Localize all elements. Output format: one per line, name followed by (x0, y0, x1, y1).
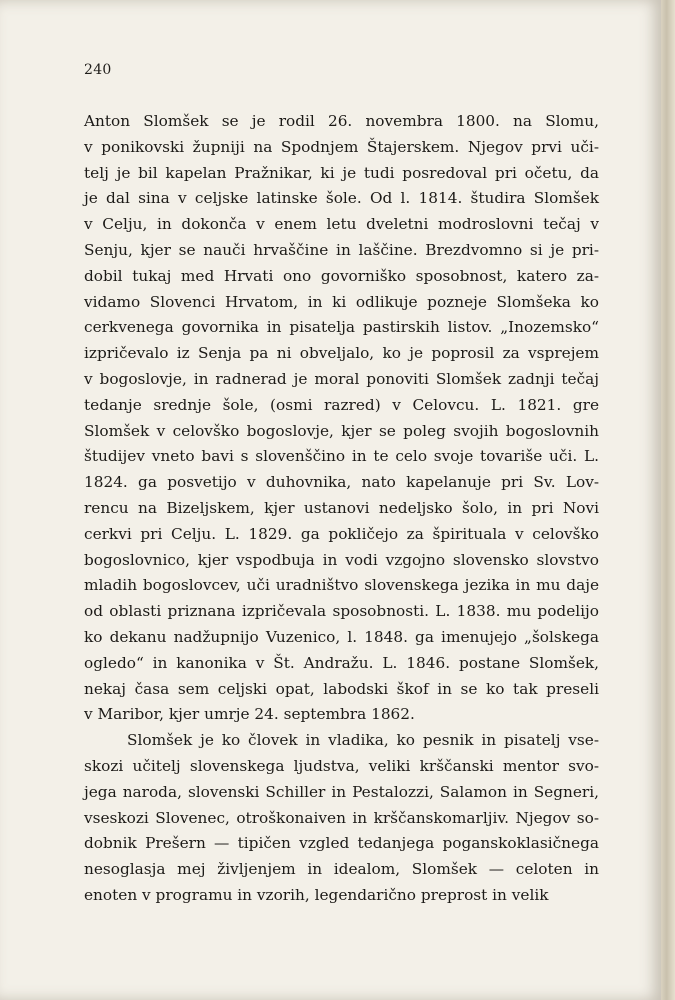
text-line: cerkvi pri Celju. L. 1829. ga pokličejo za špirituala v celovško (84, 524, 599, 543)
text-line: izpričevalo iz Senja pa ni obveljalo, ko je poprosil za vsprejem (84, 344, 599, 363)
text-line: bogoslovnico, kjer vspodbuja in vodi vzgojno slovensko slovstvo (84, 550, 599, 569)
paragraph-1 (84, 109, 599, 728)
text-line: Senju, kjer se nauči hrvaščine in laščine. Brezdvomno si je pri- (84, 240, 599, 259)
text-line: vidamo Slovenci Hrvatom, in ki odlikuje pozneje Slomšeka ko (84, 292, 599, 311)
text-line: mladih bogoslovcev, uči uradništvo slovenskega jezika in mu daje (84, 576, 599, 595)
text-line: ko dekanu nadžupnijo Vuzenico, l. 1848. ga imenujejo „šolskega (84, 627, 599, 646)
text-line: cerkvenega govornika in pisatelja pastirskih listov. „Inozemsko“ (84, 318, 599, 337)
text-line: tedanje srednje šole, (osmi razred) v Celovcu. L. 1821. gre (84, 395, 599, 414)
text-line: v Celju, in dokonča v enem letu dveletni modroslovni tečaj v (84, 215, 599, 234)
text-line: vseskozi Slovenec, otroškonaiven in krščanskomarljiv. Njegov so- (84, 808, 599, 827)
text-line: telj je bil kapelan Pražnikar, ki je tudi posredoval pri očetu, da (84, 163, 599, 182)
text-line: nesoglasja mej življenjem in idealom, Slomšek — celoten in (84, 860, 599, 879)
text-line: v ponikovski župniji na Spodnjem Štajerskem. Njegov prvi uči- (84, 137, 599, 156)
body-text (84, 109, 599, 909)
text-line: od oblasti priznana izpričevala sposobnosti. L. 1838. mu podelijo (84, 602, 599, 621)
page-edge (661, 0, 675, 1000)
text-line: rencu na Bizeljskem, kjer ustanovi nedeljsko šolo, in pri Novi (84, 498, 599, 517)
text-line: 1824. ga posvetijo v duhovnika, nato kapelanuje pri Sv. Lov- (84, 473, 599, 492)
text-line: skozi učitelj slovenskega ljudstva, veliki krščanski mentor svo- (84, 756, 599, 775)
page-number: 240 (84, 62, 112, 78)
text-line: dobnik Prešern — tipičen vzgled tedanjega poganskoklasičnega (84, 834, 599, 853)
text-line: je dal sina v celjske latinske šole. Od l. 1814. študira Slomšek (84, 189, 599, 208)
text-line: dobil tukaj med Hrvati ono govorniško sposobnost, katero za- (84, 266, 599, 285)
text-line: v Maribor, kjer umrje 24. septembra 1862. (84, 705, 415, 724)
text-line: Slomšek v celovško bogoslovje, kjer se poleg svojih bogoslovnih (84, 421, 599, 440)
paragraph-2 (84, 728, 599, 909)
text-line: Slomšek je ko človek in vladika, ko pesnik in pisatelj vse- (127, 731, 599, 750)
text-line: enoten v programu in vzorih, legendarično preprost in velik (84, 885, 549, 904)
text-line: v bogoslovje, in radnerad je moral ponoviti Slomšek zadnji tečaj (84, 369, 599, 388)
text-line: ogledo“ in kanonika v Št. Andražu. L. 1846. postane Slomšek, (84, 653, 599, 672)
text-line: študijev vneto bavi s slovenščino in te celo svoje tovariše uči. L. (84, 447, 599, 466)
text-line: nekaj časa sem celjski opat, labodski škof in se ko tak preseli (84, 679, 599, 698)
text-line: jega naroda, slovenski Schiller in Pestalozzi, Salamon in Segneri, (84, 782, 599, 801)
text-line: Anton Slomšek se je rodil 26. novembra 1800. na Slomu, (84, 112, 599, 130)
